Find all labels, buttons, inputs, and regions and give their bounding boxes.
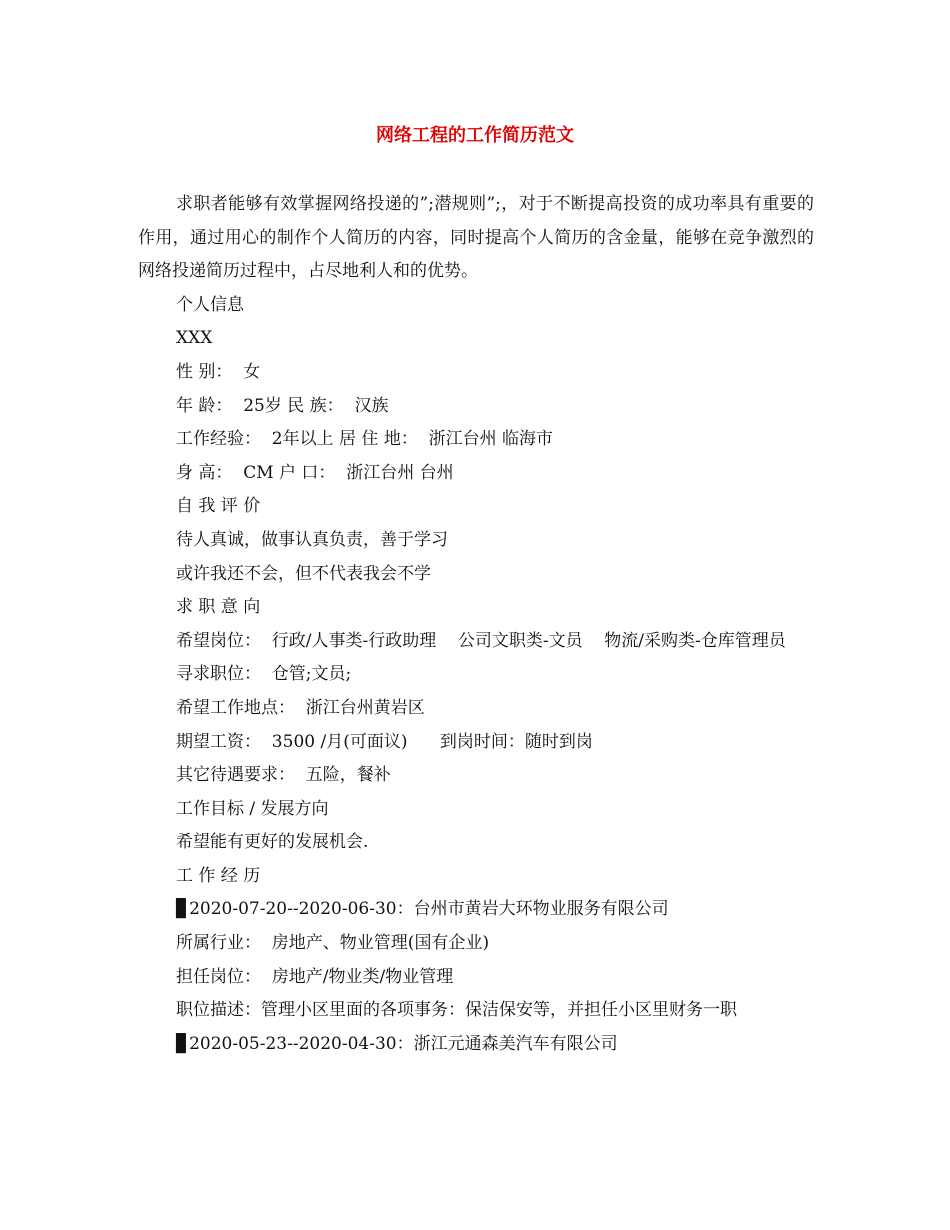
self-evaluation-line: 待人真诚，做事认真负责，善于学习 (176, 529, 448, 550)
document-title: 网络工程的工作简历范文 (376, 125, 574, 146)
salary-line: 期望工资： 3500 /月(可面议) 到岗时间：随时到岗 (176, 731, 593, 752)
desired-positions-line: 希望岗位： 行政/人事类-行政助理 公司文职类-文员 物流/采购类-仓库管理员 (176, 630, 786, 651)
self-evaluation-line: 或许我还不会，但不代表我会不学 (176, 563, 431, 584)
job-intention-heading: 求 职 意 向 (176, 597, 261, 618)
work-entry-period: ▊2020-07-20--2020-06-30：台州市黄岩大环物业服务有限公司 (176, 899, 669, 920)
work-history-heading: 工 作 经 历 (176, 865, 261, 886)
name-line: XXX (176, 328, 213, 349)
document-body (138, 188, 814, 1061)
goal-text: 希望能有更好的发展机会. (176, 832, 369, 853)
self-evaluation-heading: 自 我 评 价 (176, 496, 261, 517)
work-entry-description: 职位描述：管理小区里面的各项事务：保洁保安等，并担任小区里财务一职 (176, 1000, 737, 1021)
work-location-line: 希望工作地点： 浙江台州黄岩区 (176, 697, 425, 718)
age-ethnicity-line: 年 龄： 25岁 民 族： 汉族 (176, 395, 389, 416)
seeking-positions-line: 寻求职位： 仓管;文员; (176, 664, 352, 685)
work-entry-post: 担任岗位： 房地产/物业类/物业管理 (176, 966, 454, 987)
benefits-line: 其它待遇要求： 五险，餐补 (176, 765, 391, 786)
personal-info-heading: 个人信息 (176, 294, 244, 315)
experience-residence-line: 工作经验： 2年以上 居 住 地： 浙江台州 临海市 (176, 429, 554, 450)
work-entry-industry: 所属行业： 房地产、物业管理(国有企业) (176, 933, 490, 954)
goal-heading: 工作目标 / 发展方向 (176, 798, 329, 819)
intro-paragraph: 求职者能够有效掌握网络投递的”;潜规则”;，对于不断提高投资的成功率具有重要的作用，通过用心的制作个人简历的内容，同时提高个人简历的含金量，能够在竞争激烈的网络投递简历过程中，占尽地利人和的优势。 (138, 194, 814, 282)
work-entry-period: ▊2020-05-23--2020-04-30：浙江元通森美汽车有限公司 (176, 1033, 618, 1054)
gender-line: 性 别： 女 (176, 361, 261, 382)
height-hukou-line: 身 高： CM 户 口： 浙江台州 台州 (176, 462, 454, 483)
